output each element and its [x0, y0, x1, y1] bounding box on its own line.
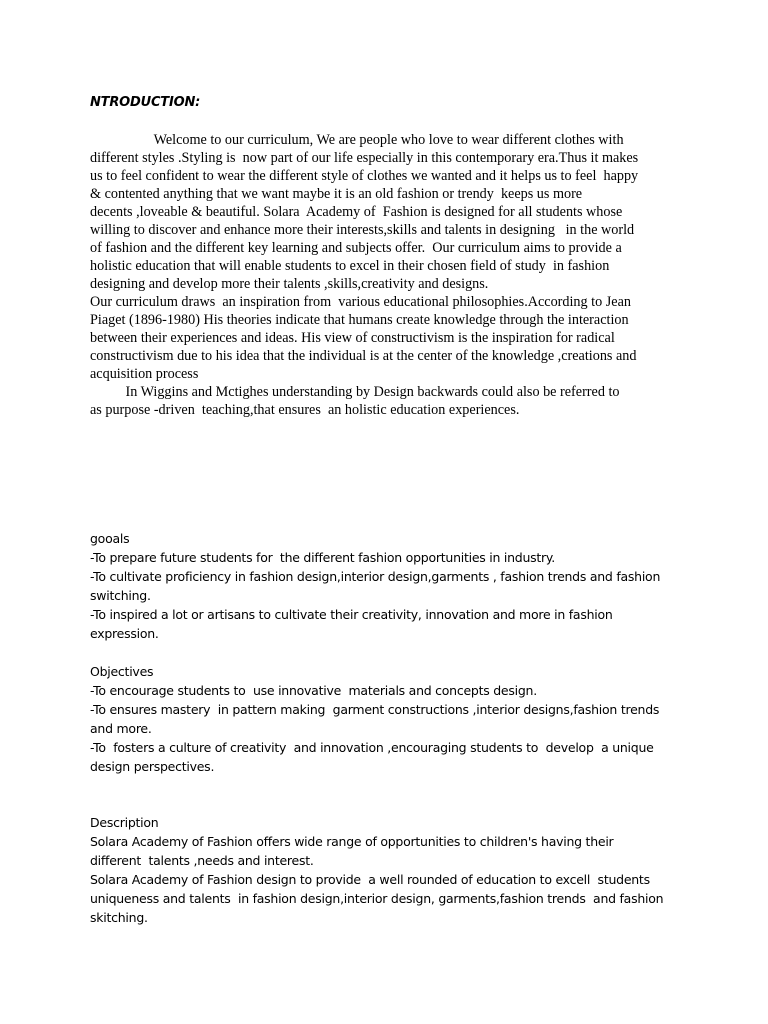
introduction-line: & contented anything that we want maybe it is an old fashion or trendy keeps us more [90, 186, 583, 202]
introduction-line: of fashion and the different key learning and subjects offer. Our curriculum aims to provide a [90, 240, 622, 256]
objective-line: -To fosters a culture of creativity and innovation ,encouraging students to develop a unique [90, 740, 654, 755]
goal-line: -To inspired a lot or artisans to cultivate their creativity, innovation and more in fashion [90, 607, 613, 622]
objective-line: -To ensures mastery in pattern making garment constructions ,interior designs,fashion trends [90, 702, 660, 717]
introduction-line: willing to discover and enhance more their interests,skills and talents in designing in the world [90, 222, 635, 238]
goal-line: -To cultivate proficiency in fashion design,interior design,garments , fashion trends and fashion [90, 569, 661, 584]
introduction-line: different styles .Styling is now part of our life especially in this contemporary era.Thus it makes [90, 150, 639, 166]
introduction-line: constructivism due to his idea that the individual is at the center of the knowledge ,creations and [90, 348, 637, 364]
description-line: different talents ,needs and interest. [90, 853, 314, 868]
goal-line: -To prepare future students for the different fashion opportunities in industry. [90, 550, 556, 565]
description-title: Description [90, 815, 159, 830]
introduction-line: between their experiences and ideas. His view of constructivism is the inspiration for radical [90, 330, 615, 346]
introduction-line: In Wiggins and Mctighes understanding by Design backwards could also be referred to [90, 384, 620, 400]
objective-line: -To encourage students to use innovative materials and concepts design. [90, 683, 537, 698]
introduction-line: Piaget (1896-1980) His theories indicate that humans create knowledge through the interaction [90, 312, 629, 328]
description-line: Solara Academy of Fashion design to provide a well rounded of education to excell students [90, 872, 650, 887]
objectives-title: Objectives [90, 664, 154, 679]
objectives-section [90, 662, 690, 776]
introduction-line: Welcome to our curriculum, We are people who love to wear different clothes with [90, 132, 624, 148]
goal-line: switching. [90, 588, 151, 603]
introduction-heading: NTRODUCTION: [90, 95, 201, 110]
objective-line: design perspectives. [90, 759, 215, 774]
description-section [90, 813, 690, 927]
objective-line: and more. [90, 721, 152, 736]
goal-line: expression. [90, 626, 159, 641]
introduction-line: as purpose -driven teaching,that ensures an holistic education experiences. [90, 402, 520, 418]
introduction-line: acquisition process [90, 366, 199, 382]
introduction-line: designing and develop more their talents ,skills,creativity and designs. [90, 276, 489, 292]
description-line: skitching. [90, 910, 148, 925]
introduction-line: decents ,loveable & beautiful. Solara Academy of Fashion is designed for all students whose [90, 204, 623, 220]
description-line: Solara Academy of Fashion offers wide range of opportunities to children's having their [90, 834, 614, 849]
goals-section [90, 529, 690, 643]
introduction-line: Our curriculum draws an inspiration from various educational philosophies.According to Jean [90, 294, 631, 310]
description-line: uniqueness and talents in fashion design,interior design, garments,fashion trends and fashion [90, 891, 664, 906]
introduction-line: us to feel confident to wear the different style of clothes we wanted and it helps us to feel happy [90, 168, 639, 184]
introduction-line: holistic education that will enable students to excel in their chosen field of study in fashion [90, 258, 610, 274]
goals-title: gooals [90, 531, 130, 546]
introduction-body [90, 131, 680, 419]
